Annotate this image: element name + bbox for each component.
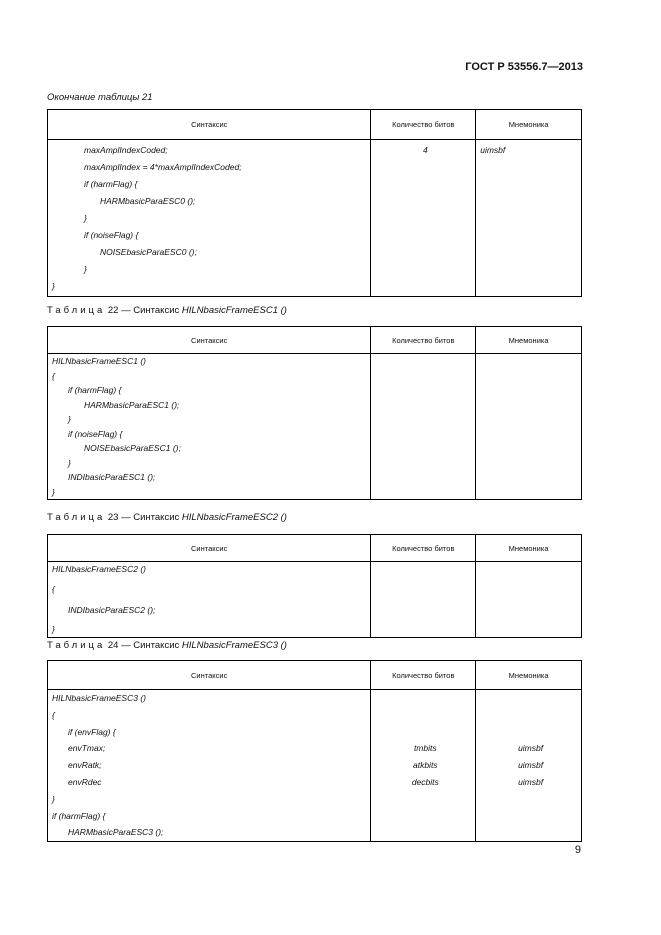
code-line: HILNbasicFrameESC2 ()	[52, 564, 146, 574]
mnemonic-value: uimsbf	[480, 145, 506, 155]
table-23	[47, 534, 582, 638]
mnemonic-value	[480, 791, 581, 808]
code-line: INDIbasicParaESC1 ();	[68, 472, 156, 482]
column-header-mnemonic: Мнемоника	[476, 327, 582, 354]
code-line: HARMbasicParaESC1 ();	[84, 399, 180, 410]
mnemonic-value	[480, 244, 581, 261]
code-line: }	[68, 414, 71, 424]
column-header-mnemonic: Мнемоника	[476, 110, 582, 140]
mnemonic-value	[480, 159, 581, 176]
table22-mnemonic-cell	[476, 354, 582, 500]
table24-syntax-cell	[48, 690, 371, 842]
code-line: }	[52, 793, 55, 804]
code-line: HARMbasicParaESC0 ();	[100, 196, 196, 206]
mnemonic-value: uimsbf	[518, 743, 544, 754]
table22-bits-cell	[371, 354, 476, 500]
mnemonic-value	[480, 808, 581, 825]
bits-value: atkbits	[412, 760, 438, 771]
table22-caption-title: 22 — Синтаксис	[107, 305, 180, 316]
bits-value	[375, 193, 475, 210]
code-line: NOISEbasicParaESC0 ();	[100, 247, 197, 257]
column-header-mnemonic: Мнемоника	[476, 535, 582, 562]
code-line: maxAmplIndexCoded;	[84, 145, 168, 155]
bits-value	[375, 791, 475, 808]
code-line: HILNbasicFrameESC3 ()	[52, 693, 146, 703]
page-number: 9	[574, 844, 581, 856]
bits-value	[375, 210, 475, 227]
bits-value	[375, 690, 475, 707]
code-line: if (noiseFlag) {	[84, 230, 139, 240]
table21-bits-cell	[371, 140, 476, 297]
code-line: if (envFlag) {	[68, 726, 116, 737]
table22-caption	[47, 305, 287, 316]
table23-mnemonic-cell	[476, 562, 582, 638]
mnemonic-value	[480, 824, 581, 841]
bits-value: tmbits	[413, 743, 437, 754]
table24-mnemonic-cell	[476, 690, 582, 842]
bits-value	[375, 176, 475, 193]
code-line: }	[84, 213, 87, 223]
mnemonic-value	[480, 278, 581, 295]
code-line: {	[52, 583, 55, 594]
table24-caption-name: HILNbasicFrameESC3 ()	[181, 640, 287, 651]
mnemonic-value	[480, 176, 581, 193]
bits-value	[375, 808, 475, 825]
code-line: }	[52, 623, 55, 634]
code-line: envRdec	[68, 776, 102, 787]
code-line: }	[84, 264, 87, 274]
table22-body	[48, 354, 582, 500]
table22-caption-name: HILNbasicFrameESC1 ()	[181, 305, 287, 316]
column-header-bits: Количество битов	[371, 535, 476, 562]
code-line: HARMbasicParaESC3 ();	[68, 827, 164, 838]
mnemonic-value	[480, 210, 581, 227]
table24-bits-cell	[371, 690, 476, 842]
code-line: {	[52, 709, 55, 720]
mnemonic-value	[480, 261, 581, 278]
code-line: }	[68, 457, 71, 468]
mnemonic-value	[480, 227, 581, 244]
column-header-bits: Количество битов	[371, 327, 476, 354]
table21-caption: Окончание таблицы 21	[47, 92, 153, 103]
code-line: if (noiseFlag) {	[68, 428, 123, 439]
table24-caption-title: 24 — Синтаксис	[107, 640, 180, 651]
code-line: }	[52, 486, 55, 497]
table21-syntax-cell	[48, 140, 371, 297]
code-line: if (harmFlag) {	[52, 810, 106, 821]
mnemonic-value	[480, 690, 581, 707]
code-line: NOISEbasicParaESC1 ();	[84, 443, 181, 453]
column-header-syntax: Синтаксис	[48, 535, 371, 562]
table23-caption	[47, 512, 287, 523]
mnemonic-value: uimsbf	[518, 760, 544, 771]
code-line: envTmax;	[68, 743, 106, 754]
bits-value: 4	[422, 145, 428, 155]
table22-caption-label: Таблица	[47, 305, 106, 316]
code-line: envRatk;	[68, 760, 102, 771]
column-header-mnemonic: Мнемоника	[476, 661, 582, 690]
mnemonic-value	[480, 724, 581, 741]
table23-caption-label: Таблица	[47, 512, 106, 523]
bits-value	[375, 261, 475, 278]
table21-mnemonic-cell	[476, 140, 582, 297]
column-header-bits: Количество битов	[371, 661, 476, 690]
bits-value	[375, 707, 475, 724]
code-line: {	[52, 370, 55, 381]
code-line: HILNbasicFrameESC1 ()	[52, 356, 146, 366]
code-line: }	[52, 281, 55, 291]
table23-caption-title: 23 — Синтаксис	[107, 512, 180, 523]
mnemonic-value	[480, 193, 581, 210]
table21-body	[48, 140, 582, 297]
table23-syntax-cell	[48, 562, 371, 638]
mnemonic-value	[480, 707, 581, 724]
column-header-syntax: Синтаксис	[48, 110, 371, 140]
bits-value	[375, 278, 475, 295]
code-line: if (harmFlag) {	[68, 385, 122, 395]
table23-body	[48, 562, 582, 638]
table-21	[47, 109, 582, 297]
bits-value	[375, 244, 475, 261]
column-header-syntax: Синтаксис	[48, 327, 371, 354]
mnemonic-value: uimsbf	[518, 776, 544, 787]
bits-value	[375, 227, 475, 244]
bits-value: decbits	[411, 776, 439, 787]
document-standard-number: ГОСТ Р 53556.7—2013	[465, 61, 583, 73]
code-line: if (harmFlag) {	[84, 179, 138, 189]
column-header-syntax: Синтаксис	[48, 661, 371, 690]
bits-value	[375, 159, 475, 176]
code-line: INDIbasicParaESC2 ();	[68, 604, 156, 615]
table-24	[47, 660, 582, 842]
bits-value	[375, 724, 475, 741]
table24-body	[48, 690, 582, 842]
table-22	[47, 326, 582, 500]
column-header-bits: Количество битов	[371, 110, 476, 140]
table23-caption-name: HILNbasicFrameESC2 ()	[181, 512, 287, 523]
table24-caption	[47, 640, 287, 651]
code-line: maxAmplIndex = 4*maxAmplIndexCoded;	[84, 162, 242, 172]
bits-value	[375, 824, 475, 841]
table24-caption-label: Таблица	[47, 640, 106, 651]
table23-bits-cell	[371, 562, 476, 638]
table22-syntax-cell	[48, 354, 371, 500]
